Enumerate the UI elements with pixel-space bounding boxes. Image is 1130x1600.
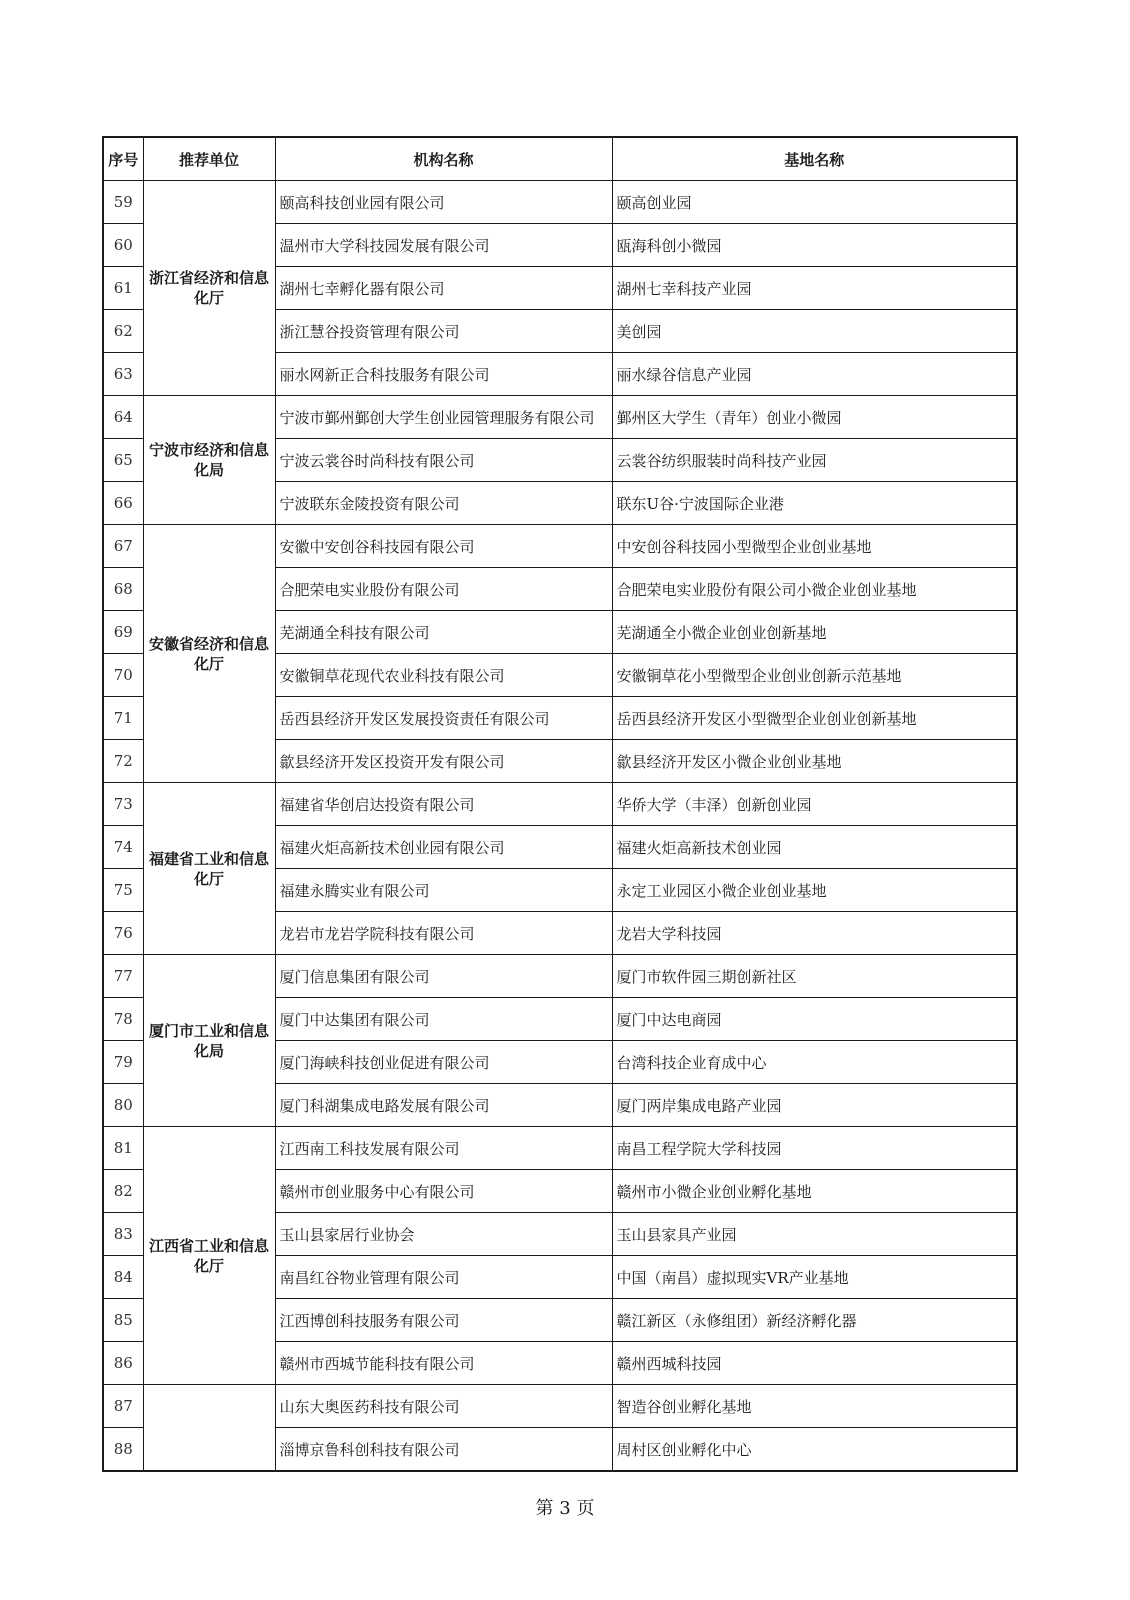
base-name-cell: 鄞州区大学生（青年）创业小微园 xyxy=(612,396,1017,439)
base-name-cell: 赣州市小微企业创业孵化基地 xyxy=(612,1170,1017,1213)
serial-number-cell: 88 xyxy=(103,1428,143,1472)
recommending-unit-cell: 厦门市工业和信息化局 xyxy=(143,955,275,1127)
table-header-row xyxy=(103,137,1017,181)
page-number: 第 3 页 xyxy=(535,1498,595,1519)
base-name-cell: 云裳谷纺织服装时尚科技产业园 xyxy=(612,439,1017,482)
header-base-name: 基地名称 xyxy=(612,137,1017,181)
base-name-cell: 岳西县经济开发区小型微型企业创业创新基地 xyxy=(612,697,1017,740)
institution-name-cell: 厦门信息集团有限公司 xyxy=(275,955,612,998)
institution-name-cell: 江西博创科技服务有限公司 xyxy=(275,1299,612,1342)
base-name-cell: 合肥荣电实业股份有限公司小微企业创业基地 xyxy=(612,568,1017,611)
institution-name-cell: 福建省华创启达投资有限公司 xyxy=(275,783,612,826)
recommending-unit-cell: 江西省工业和信息化厅 xyxy=(143,1127,275,1385)
serial-number-cell: 86 xyxy=(103,1342,143,1385)
institution-name-cell: 宁波市鄞州鄞创大学生创业园管理服务有限公司 xyxy=(275,396,612,439)
base-name-cell: 安徽铜草花小型微型企业创业创新示范基地 xyxy=(612,654,1017,697)
serial-number-cell: 87 xyxy=(103,1385,143,1428)
recommending-unit-cell: 福建省工业和信息化厅 xyxy=(143,783,275,955)
serial-number-cell: 63 xyxy=(103,353,143,396)
base-name-cell: 歙县经济开发区小微企业创业基地 xyxy=(612,740,1017,783)
serial-number-cell: 73 xyxy=(103,783,143,826)
institution-name-cell: 安徽铜草花现代农业科技有限公司 xyxy=(275,654,612,697)
serial-number-cell: 70 xyxy=(103,654,143,697)
recommending-unit-cell: 安徽省经济和信息化厅 xyxy=(143,525,275,783)
serial-number-cell: 64 xyxy=(103,396,143,439)
base-name-cell: 湖州七幸科技产业园 xyxy=(612,267,1017,310)
serial-number-cell: 62 xyxy=(103,310,143,353)
serial-number-cell: 59 xyxy=(103,181,143,224)
table-row xyxy=(103,396,1017,439)
table-body xyxy=(103,181,1017,1472)
serial-number-cell: 61 xyxy=(103,267,143,310)
institution-name-cell: 浙江慧谷投资管理有限公司 xyxy=(275,310,612,353)
institution-name-cell: 龙岩市龙岩学院科技有限公司 xyxy=(275,912,612,955)
institution-table xyxy=(102,136,1018,1472)
institution-name-cell: 福建火炬高新技术创业园有限公司 xyxy=(275,826,612,869)
institution-name-cell: 颐高科技创业园有限公司 xyxy=(275,181,612,224)
base-name-cell: 厦门市软件园三期创新社区 xyxy=(612,955,1017,998)
serial-number-cell: 65 xyxy=(103,439,143,482)
institution-name-cell: 赣州市西城节能科技有限公司 xyxy=(275,1342,612,1385)
base-name-cell: 美创园 xyxy=(612,310,1017,353)
institution-name-cell: 丽水网新正合科技服务有限公司 xyxy=(275,353,612,396)
table-row xyxy=(103,181,1017,224)
institution-name-cell: 合肥荣电实业股份有限公司 xyxy=(275,568,612,611)
base-name-cell: 厦门两岸集成电路产业园 xyxy=(612,1084,1017,1127)
base-name-cell: 中安创谷科技园小型微型企业创业基地 xyxy=(612,525,1017,568)
base-name-cell: 联东U谷·宁波国际企业港 xyxy=(612,482,1017,525)
institution-name-cell: 淄博京鲁科创科技有限公司 xyxy=(275,1428,612,1472)
institution-name-cell: 南昌红谷物业管理有限公司 xyxy=(275,1256,612,1299)
serial-number-cell: 67 xyxy=(103,525,143,568)
serial-number-cell: 82 xyxy=(103,1170,143,1213)
institution-name-cell: 歙县经济开发区投资开发有限公司 xyxy=(275,740,612,783)
base-name-cell: 赣江新区（永修组团）新经济孵化器 xyxy=(612,1299,1017,1342)
institution-name-cell: 玉山县家居行业协会 xyxy=(275,1213,612,1256)
base-name-cell: 中国（南昌）虚拟现实VR产业基地 xyxy=(612,1256,1017,1299)
serial-number-cell: 66 xyxy=(103,482,143,525)
serial-number-cell: 81 xyxy=(103,1127,143,1170)
serial-number-cell: 71 xyxy=(103,697,143,740)
base-name-cell: 智造谷创业孵化基地 xyxy=(612,1385,1017,1428)
institution-name-cell: 岳西县经济开发区发展投资责任有限公司 xyxy=(275,697,612,740)
serial-number-cell: 68 xyxy=(103,568,143,611)
serial-number-cell: 80 xyxy=(103,1084,143,1127)
institution-name-cell: 厦门科湖集成电路发展有限公司 xyxy=(275,1084,612,1127)
serial-number-cell: 79 xyxy=(103,1041,143,1084)
base-name-cell: 赣州西城科技园 xyxy=(612,1342,1017,1385)
institution-name-cell: 江西南工科技发展有限公司 xyxy=(275,1127,612,1170)
serial-number-cell: 74 xyxy=(103,826,143,869)
recommending-unit-cell xyxy=(143,1385,275,1472)
institution-name-cell: 宁波联东金陵投资有限公司 xyxy=(275,482,612,525)
institution-name-cell: 厦门中达集团有限公司 xyxy=(275,998,612,1041)
serial-number-cell: 69 xyxy=(103,611,143,654)
header-serial-number: 序号 xyxy=(103,137,143,181)
base-name-cell: 龙岩大学科技园 xyxy=(612,912,1017,955)
table-row xyxy=(103,783,1017,826)
institution-name-cell: 温州市大学科技园发展有限公司 xyxy=(275,224,612,267)
serial-number-cell: 84 xyxy=(103,1256,143,1299)
institution-name-cell: 安徽中安创谷科技园有限公司 xyxy=(275,525,612,568)
recommending-unit-cell: 宁波市经济和信息化局 xyxy=(143,396,275,525)
header-recommending-unit: 推荐单位 xyxy=(143,137,275,181)
base-name-cell: 福建火炬高新技术创业园 xyxy=(612,826,1017,869)
base-name-cell: 南昌工程学院大学科技园 xyxy=(612,1127,1017,1170)
base-name-cell: 瓯海科创小微园 xyxy=(612,224,1017,267)
base-name-cell: 华侨大学（丰泽）创新创业园 xyxy=(612,783,1017,826)
serial-number-cell: 85 xyxy=(103,1299,143,1342)
base-name-cell: 周村区创业孵化中心 xyxy=(612,1428,1017,1472)
table-row xyxy=(103,955,1017,998)
base-name-cell: 芜湖通全小微企业创业创新基地 xyxy=(612,611,1017,654)
base-name-cell: 丽水绿谷信息产业园 xyxy=(612,353,1017,396)
recommending-unit-cell: 浙江省经济和信息化厅 xyxy=(143,181,275,396)
table-row xyxy=(103,525,1017,568)
serial-number-cell: 76 xyxy=(103,912,143,955)
base-name-cell: 台湾科技企业育成中心 xyxy=(612,1041,1017,1084)
serial-number-cell: 83 xyxy=(103,1213,143,1256)
header-institution-name: 机构名称 xyxy=(275,137,612,181)
table-row xyxy=(103,1385,1017,1428)
serial-number-cell: 75 xyxy=(103,869,143,912)
serial-number-cell: 60 xyxy=(103,224,143,267)
base-name-cell: 永定工业园区小微企业创业基地 xyxy=(612,869,1017,912)
base-name-cell: 厦门中达电商园 xyxy=(612,998,1017,1041)
serial-number-cell: 77 xyxy=(103,955,143,998)
institution-name-cell: 福建永腾实业有限公司 xyxy=(275,869,612,912)
table-row xyxy=(103,1127,1017,1170)
institution-name-cell: 宁波云裳谷时尚科技有限公司 xyxy=(275,439,612,482)
base-name-cell: 玉山县家具产业园 xyxy=(612,1213,1017,1256)
serial-number-cell: 78 xyxy=(103,998,143,1041)
serial-number-cell: 72 xyxy=(103,740,143,783)
institution-name-cell: 赣州市创业服务中心有限公司 xyxy=(275,1170,612,1213)
institution-name-cell: 厦门海峡科技创业促进有限公司 xyxy=(275,1041,612,1084)
institution-name-cell: 芜湖通全科技有限公司 xyxy=(275,611,612,654)
institution-name-cell: 山东大奥医药科技有限公司 xyxy=(275,1385,612,1428)
institution-name-cell: 湖州七幸孵化器有限公司 xyxy=(275,267,612,310)
base-name-cell: 颐高创业园 xyxy=(612,181,1017,224)
